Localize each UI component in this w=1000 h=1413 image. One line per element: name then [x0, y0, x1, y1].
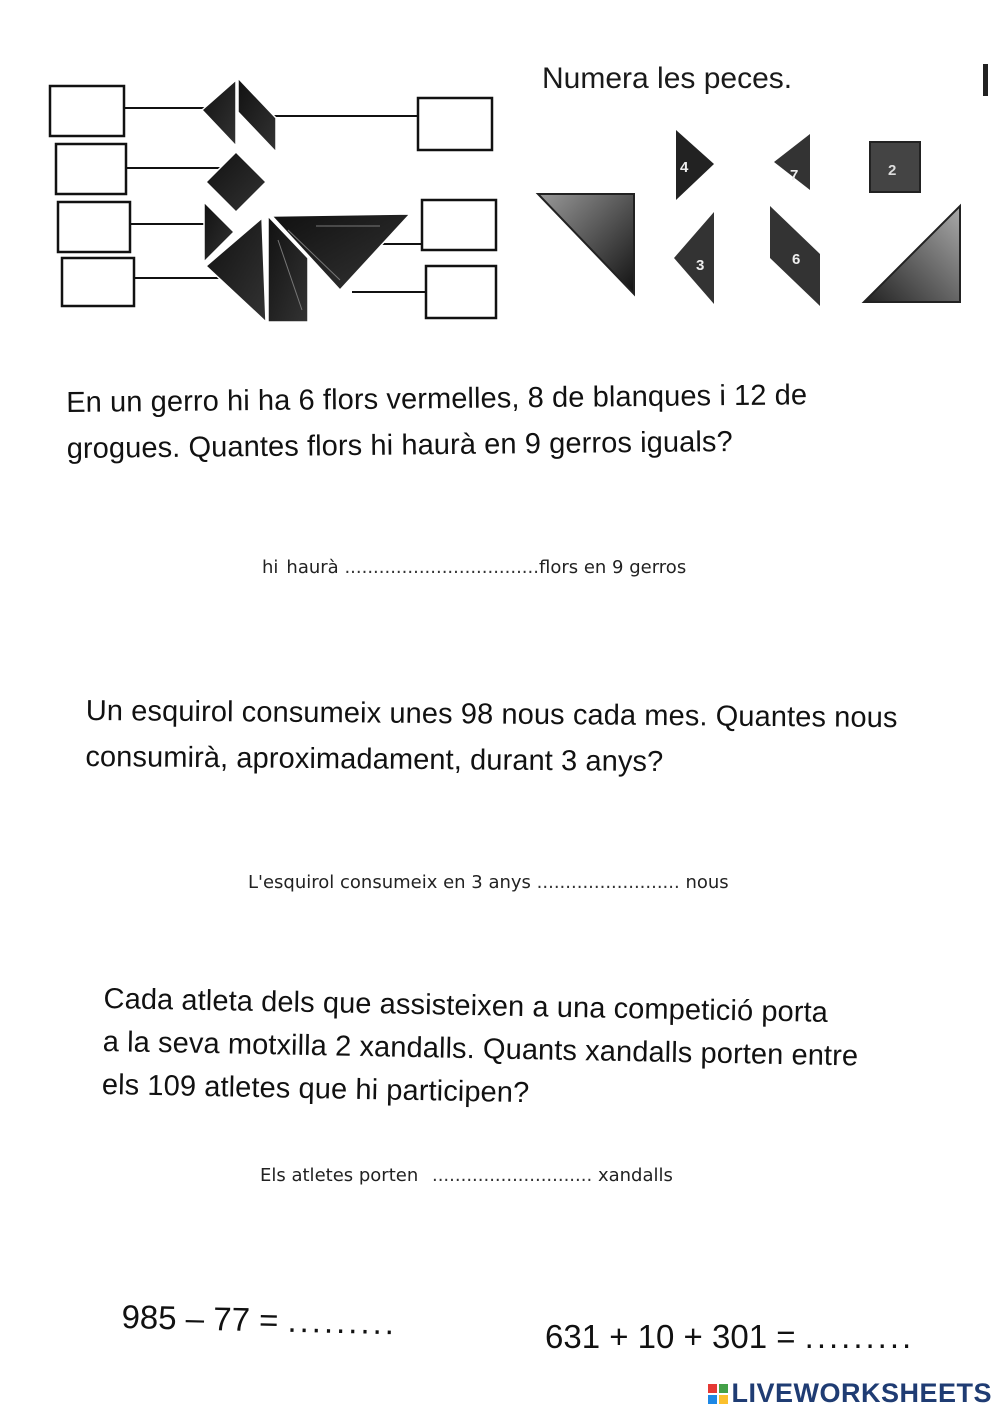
- tangram-piece-small-triangle: [202, 80, 236, 146]
- piece-4-label: 4: [680, 159, 689, 176]
- answer-2-suffix: nous: [685, 872, 729, 893]
- answer-1-blank[interactable]: ..................................: [344, 557, 539, 578]
- problem-3-line-1: Cada atleta dels que assisteixen a una competició porta: [103, 982, 829, 1029]
- piece-large-triangle-right: [864, 206, 960, 302]
- equation-2-expr: 631 + 10 + 301 =: [545, 1318, 796, 1355]
- tangram-pieces: [530, 120, 970, 320]
- problem-3-answer: [260, 1165, 673, 1186]
- problem-2-answer: [248, 872, 729, 893]
- answer-3-prefix: Els atletes porten: [260, 1165, 419, 1186]
- liveworksheets-logo: [708, 1378, 992, 1409]
- liveworksheets-icon: [708, 1384, 728, 1404]
- brand-name: LIVEWORKSHEETS: [731, 1378, 992, 1408]
- problem-1-answer: [262, 557, 686, 578]
- problem-2-line-1: Un esquirol consumeix unes 98 nous cada mes. Quantes nous: [85, 694, 898, 735]
- answer-box-right-1[interactable]: [418, 98, 492, 150]
- equation-2: [545, 1318, 914, 1356]
- piece-6-label: 6: [792, 251, 801, 268]
- problem-3-line-3: els 109 atletes que hi participen?: [101, 1068, 530, 1110]
- page-title: Numera les peces.: [542, 62, 793, 95]
- answer-1-suffix: flors en 9 gerros: [538, 557, 687, 578]
- problem-1-text: [66, 371, 967, 472]
- piece-7-label: 7: [790, 167, 799, 184]
- answer-3-suffix: xandalls: [597, 1165, 673, 1186]
- answer-box-left-1[interactable]: [50, 86, 124, 136]
- answer-box-left-3[interactable]: [58, 202, 130, 252]
- answer-box-right-2[interactable]: [422, 200, 496, 250]
- tangram-piece-parallelogram: [238, 78, 276, 152]
- problem-3-text: [102, 978, 964, 1123]
- scan-edge-mark: [983, 64, 988, 96]
- equation-1-blank[interactable]: .........: [287, 1301, 398, 1342]
- answer-1-prefix: hi: [262, 557, 279, 578]
- answer-2-prefix: L'esquirol consumeix en 3 anys: [248, 872, 531, 893]
- problem-2-text: [85, 688, 986, 788]
- problem-2-line-2: consumirà, aproximadament, durant 3 anys?: [85, 740, 664, 779]
- answer-1-prefix-2: haurà: [286, 557, 339, 578]
- equation-1: [121, 1298, 397, 1342]
- piece-3: [674, 212, 714, 304]
- problem-3-line-2: a la seva motxilla 2 xandalls. Quants xandalls porten entre: [102, 1025, 859, 1073]
- problem-1-line-1: En un gerro hi ha 6 flors vermelles, 8 de blanques i 12 de: [66, 379, 808, 419]
- equation-2-blank[interactable]: .........: [804, 1318, 915, 1355]
- equation-1-expr: 985 – 77 =: [121, 1298, 279, 1339]
- problem-1-line-2: grogues. Quantes flors hi haurà en 9 gerros iguals?: [66, 426, 733, 465]
- piece-2-label: 2: [888, 162, 897, 179]
- tangram-figure: [40, 70, 510, 340]
- answer-box-right-3[interactable]: [426, 266, 496, 318]
- tangram-piece-square: [206, 152, 266, 212]
- piece-large-triangle-left: [538, 194, 634, 294]
- answer-box-left-4[interactable]: [62, 258, 134, 306]
- answer-3-blank[interactable]: ............................: [431, 1165, 593, 1186]
- answer-box-left-2[interactable]: [56, 144, 126, 194]
- piece-3-label: 3: [696, 257, 705, 274]
- answer-2-blank[interactable]: .........................: [536, 872, 680, 893]
